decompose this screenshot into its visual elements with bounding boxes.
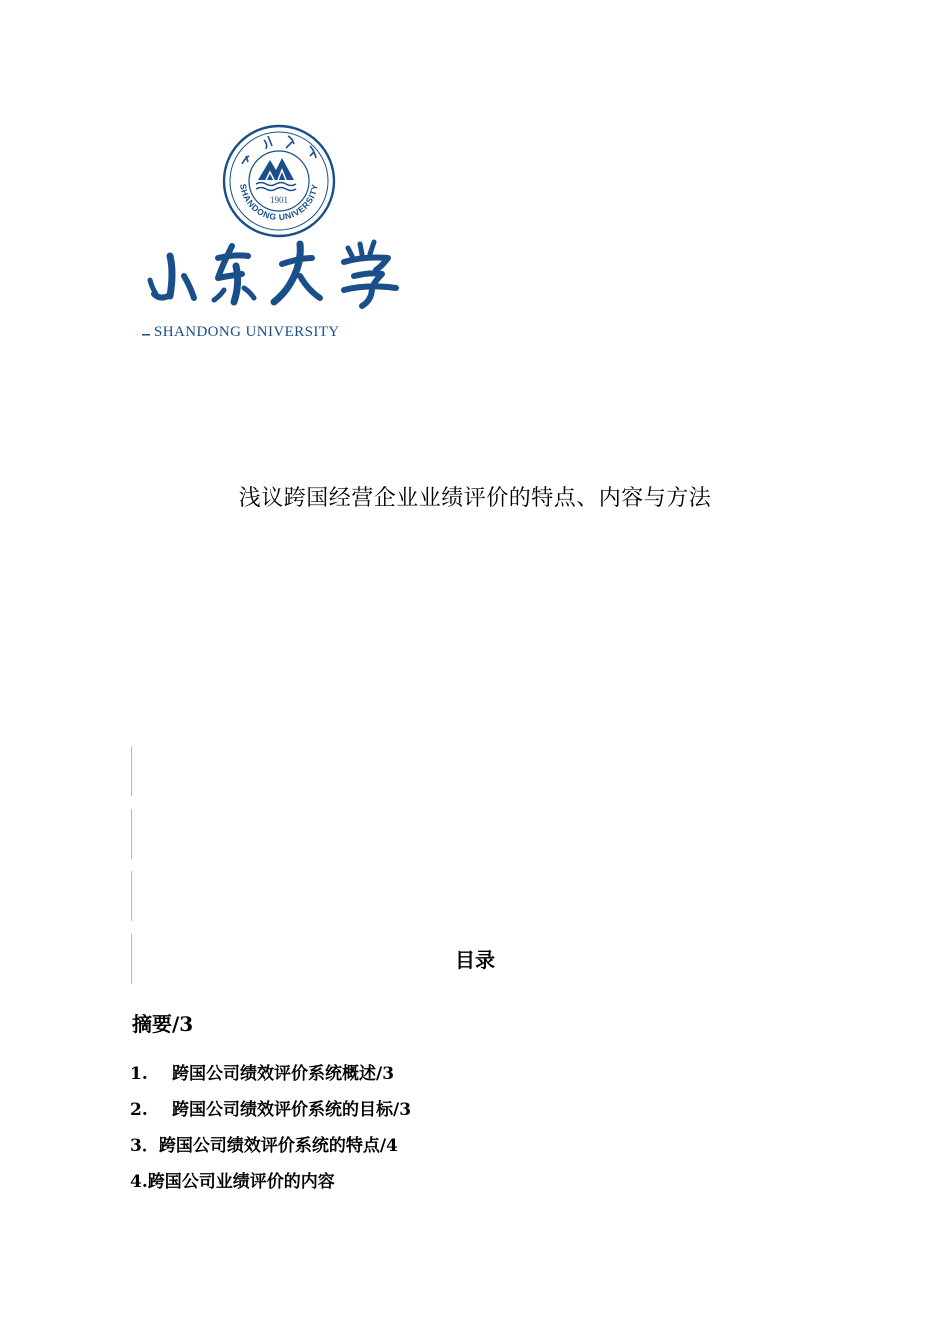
toc-item — [130, 1098, 411, 1122]
toc-item-number: 2. — [130, 1100, 148, 1120]
university-seal-logo — [222, 124, 336, 238]
toc-item — [130, 1062, 394, 1086]
toc-item-text: 跨国公司绩效评价系统的特点/4 — [158, 1136, 398, 1156]
english-name-logo — [140, 322, 412, 340]
toc-item-text: 跨国公司绩效评价系统概述/3 — [172, 1064, 395, 1084]
document-title: 浅议跨国经营企业业绩评价的特点、内容与方法 — [238, 486, 712, 511]
calligraphy-wordmark-logo — [140, 236, 412, 312]
seal-year: 1901 — [270, 195, 288, 205]
toc-item-number: 1. — [130, 1064, 148, 1084]
toc-item-text: 跨国公司业绩评价的内容 — [147, 1172, 335, 1192]
toc-heading: 目录 — [455, 948, 495, 972]
seal-arc-text: SHANDONG UNIVERSITY — [238, 183, 320, 223]
toc-item-text: 跨国公司绩效评价系统的目标/3 — [172, 1100, 412, 1120]
logo-english-name: SHANDONG UNIVERSITY — [154, 324, 340, 340]
margin-marker — [131, 809, 132, 859]
toc-item-number: 4. — [130, 1172, 148, 1192]
toc-item — [130, 1170, 335, 1194]
toc-abstract-entry: 摘要/3 — [132, 1012, 194, 1036]
toc-item — [130, 1134, 398, 1158]
margin-marker — [131, 871, 132, 921]
margin-marker — [131, 746, 132, 796]
toc-item-number: 3． — [130, 1136, 159, 1156]
